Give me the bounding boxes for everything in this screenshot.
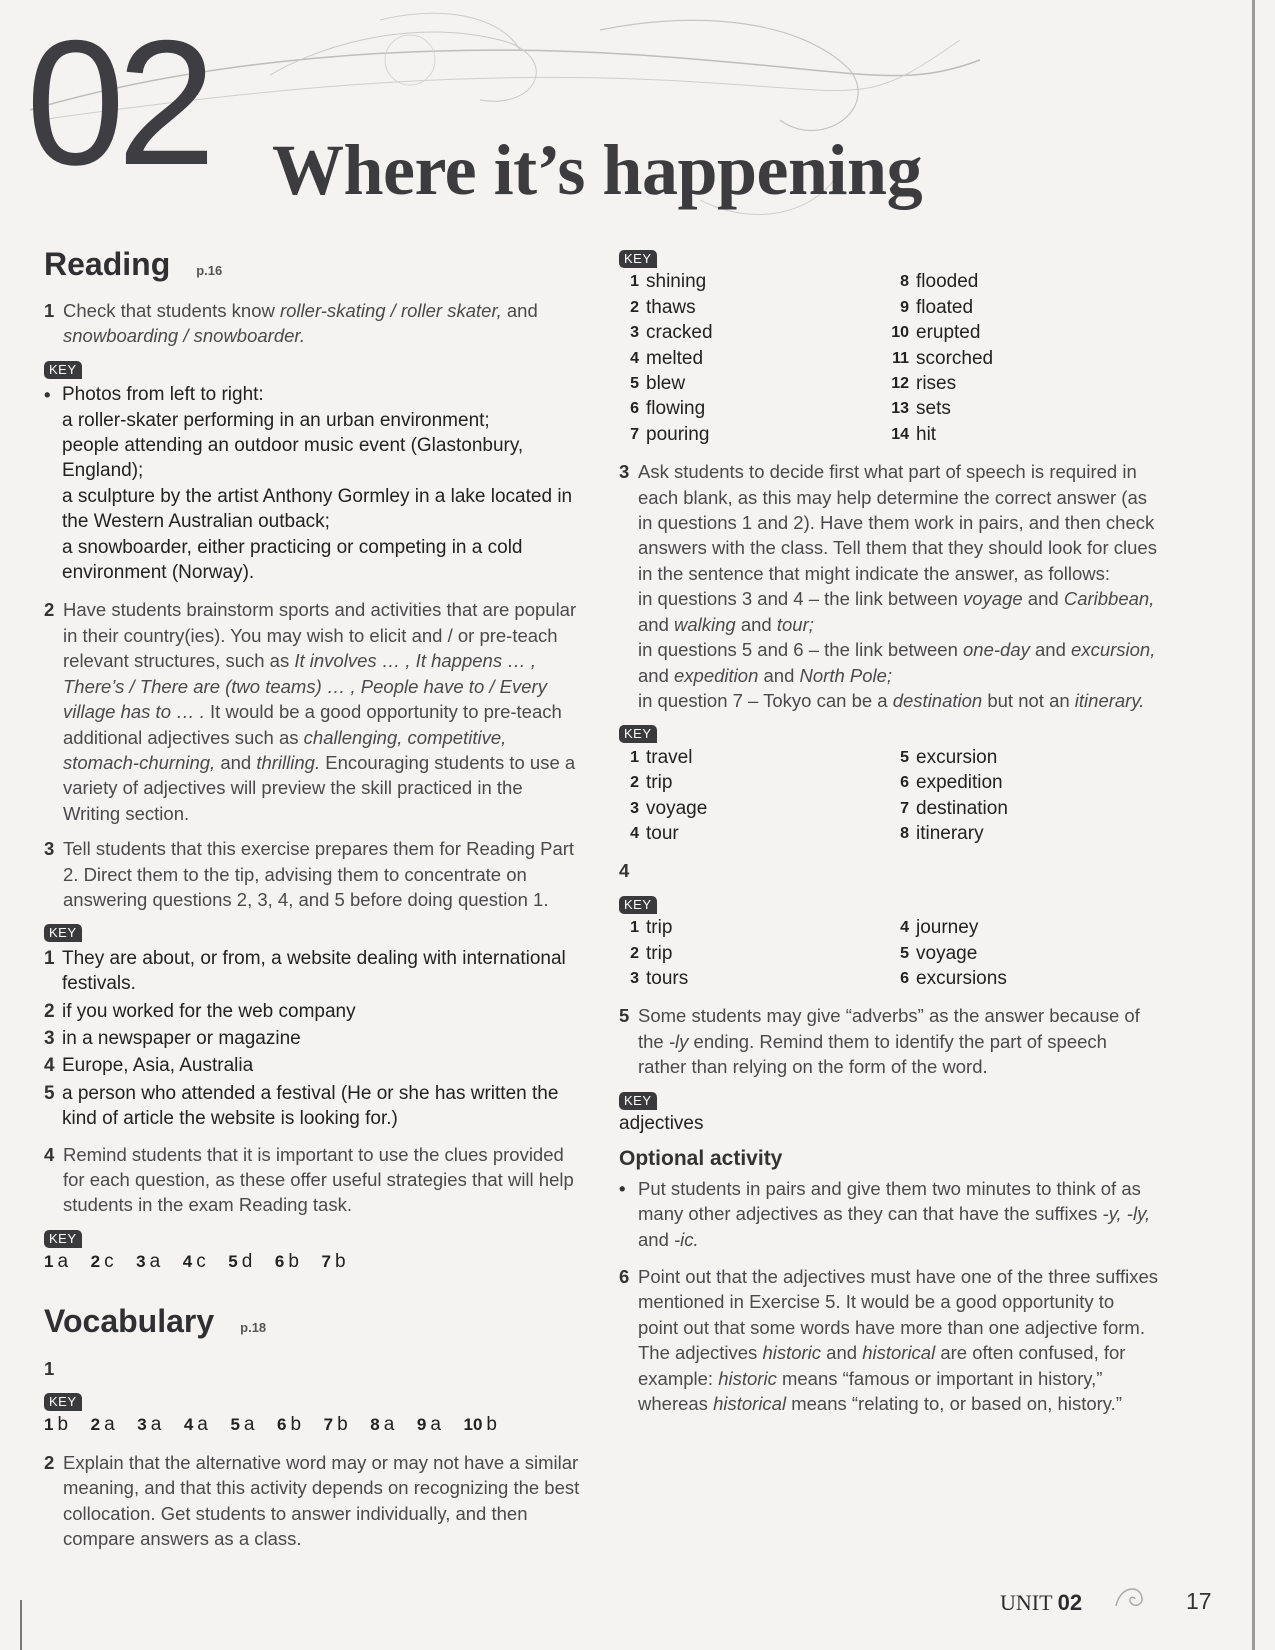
list-item: 5 a person who attended a festival (He or she has written the kind of article the website is looking for.)	[44, 1082, 559, 1130]
left-column	[44, 244, 584, 1551]
key-intro: Photos from left to right:	[62, 384, 264, 406]
list-item: 3 tours	[630, 967, 689, 989]
optional-activity-item	[619, 1176, 1159, 1252]
reading-heading-label: Reading	[44, 246, 171, 282]
exercise-text: Some students may give “adverbs” as the answer because of the -ly ending. Remind them to identify the part of speech rather than relying on the form of the word.	[638, 1005, 1140, 1078]
exercise-number: 1	[44, 1357, 55, 1379]
list-item: 1 travel	[630, 746, 693, 768]
key-two-column-answers	[619, 269, 1159, 447]
key-line: a snowboarder, either practicing or competing in a cold environment (Norway).	[62, 536, 523, 584]
list-item: 3 voyage	[630, 797, 708, 819]
exercise-text: Ask students to decide first what part of speech is required in each blank, as this may help determine the correct answer (as in questions 1 and 2). Have them work in pairs, and then check answers with the class. Tell them that they should look for clues in the sentence that might indicate the answer, as follows: in questions 3 and 4 – the link between voyage and Caribbean, and walking and tour; in questions 5 and 6 – the link between one-day and excursion, and expedition and North Pole; in question 7 – Tokyo can be a destination but not an itinerary.	[638, 461, 1157, 711]
exercise-text: Remind students that it is important to use the clues provided for each question, as these offer useful strategies that will help students in the exam Reading task.	[63, 1143, 574, 1216]
exercise-text: Point out that the adjectives must have one of the three suffixes mentioned in Exercise 5. It would be a good opportunity to point out that some words have more than one adjective form. The adjectives historic and historical are often confused, for example: historic means “famous or important in history,” whereas historical means “relating to, or based on, history.”	[638, 1266, 1159, 1415]
list-item: 7 pouring	[630, 423, 710, 445]
list-item: 6 flowing	[630, 398, 706, 420]
exercise-text: Tell students that this exercise prepares them for Reading Part 2. Direct them to the tip, advising them to concentrate on answering questions 2, 3, 4, and 5 before doing question 1.	[63, 838, 575, 910]
vocabulary-exercise-6	[619, 1264, 1159, 1416]
list-item: 3 cracked	[630, 322, 713, 344]
exercise-number: 5	[619, 1005, 630, 1027]
exercise-number: 4	[44, 1143, 55, 1165]
right-column	[619, 244, 1159, 1416]
key-line: a sculpture by the artist Anthony Gormley in a lake located in the Western Australian outback;	[62, 485, 573, 533]
page-title: Where it’s happening	[272, 130, 923, 210]
list-item: 5 blew	[630, 373, 686, 395]
unit-num: 02	[1057, 1590, 1083, 1615]
reading-exercise-4	[44, 1142, 584, 1218]
exercise-number: 3	[619, 461, 630, 483]
key-two-column-answers	[619, 745, 1159, 847]
list-item: 1 They are about, or from, a website dealing with international festivals.	[44, 947, 566, 995]
key-badge: KEY	[619, 250, 657, 268]
list-item: 2 thaws	[630, 296, 696, 318]
reading-exercise-3	[44, 836, 584, 912]
exercise-number: 2	[44, 1451, 55, 1473]
list-item: 14 hit	[891, 423, 937, 445]
vocabulary-exercise-5	[619, 1003, 1159, 1079]
key-line: a roller-skater performing in an urban environment;	[62, 409, 490, 431]
key-two-column-answers	[619, 915, 1159, 991]
exercise-number: 1	[44, 300, 55, 321]
list-item: 7 destination	[900, 797, 1008, 819]
vocabulary-heading-label: Vocabulary	[44, 1302, 215, 1339]
key-badge: KEY	[44, 1393, 82, 1411]
key-answer: adjectives	[619, 1113, 704, 1134]
list-item: 5 voyage	[900, 942, 978, 964]
list-item: 13 sets	[891, 398, 951, 420]
unit-word: UNIT	[1000, 1590, 1053, 1615]
list-item: 3 in a newspaper or magazine	[44, 1027, 301, 1049]
key-badge: KEY	[44, 1230, 82, 1248]
key-badge: KEY	[619, 1092, 657, 1110]
key-line: people attending an outdoor music event (Glastonbury, England);	[62, 435, 524, 482]
unit-number: 02	[26, 3, 208, 202]
list-item: 9 floated	[900, 296, 974, 318]
list-item: 12 rises	[891, 373, 957, 395]
page-edge-mark	[20, 1600, 22, 1650]
list-item: 4 melted	[630, 347, 704, 369]
list-item: 1 trip	[630, 917, 673, 939]
reading-page-ref: p.16	[196, 263, 223, 278]
exercise-number: 6	[619, 1266, 630, 1288]
reading-exercise-2	[44, 597, 584, 826]
key-badge: KEY	[44, 361, 82, 379]
vocabulary-page-ref: p.18	[240, 1319, 267, 1335]
vocabulary-exercise-3	[619, 459, 1159, 713]
list-item: 5 excursion	[900, 746, 998, 768]
list-item: 4 tour	[630, 822, 679, 844]
page-number: 17	[1186, 1588, 1212, 1614]
list-item: 8 flooded	[900, 271, 979, 293]
list-item: 2 trip	[630, 942, 673, 964]
exercise-text: Explain that the alternative word may or may not have a similar meaning, and that this activity depends on recognizing the best collocation. Get students to answer individually, and then compare answers as a class.	[63, 1451, 580, 1550]
swirl-icon	[1110, 1576, 1150, 1616]
exercise-text: Check that students know roller-skating / roller skater, and snowboarding / snowboarder.	[63, 300, 538, 347]
vocabulary-exercise-2	[44, 1450, 584, 1552]
list-item: 6 expedition	[900, 772, 1003, 794]
key-badge: KEY	[619, 725, 657, 743]
exercise-text: Have students brainstorm sports and activities that are popular in their country(ies). You may wish to elicit and / or pre-teach relevant structures, such as It involves … , It happens … , There’s / There are (two teams) … , People have to / Every village has to … . It would be a good opportunity to pre-teach additional adjectives such as challenging, competitive, stomach-churning, and thrilling. Encouraging students to use a variety of adjectives will preview the skill practiced in the Writing section.	[63, 599, 577, 824]
list-item: 2 trip	[630, 772, 673, 794]
reading-exercise-1	[44, 298, 584, 349]
key-badge: KEY	[44, 924, 82, 942]
key-answer-list	[44, 946, 584, 1132]
key-answer-block	[44, 382, 584, 585]
exercise-number: 4	[619, 860, 630, 882]
list-item: 4 journey	[900, 917, 979, 939]
exercise-number: 3	[44, 838, 55, 860]
exercise-number: 2	[44, 599, 55, 621]
list-item: 6 excursions	[900, 967, 1007, 989]
key-inline-answers: 1 b 2 a 3 a 4 a 5 a 6 b 7 b 8 a 9 a 10 b	[44, 1414, 497, 1436]
exercise-text: Put students in pairs and give them two minutes to think of as many other adjectives as they can that have the suffixes -y, -ly, and -ic.	[638, 1177, 1151, 1250]
key-inline-answers: 1 a 2 c 3 a 4 c 5 d 6 b 7 b	[44, 1251, 346, 1273]
reading-heading	[44, 244, 584, 291]
list-item: 11 scorched	[892, 347, 994, 369]
bullet-icon: •	[44, 384, 51, 406]
list-item: 10 erupted	[891, 322, 981, 344]
footer-unit-label	[1000, 1590, 1082, 1616]
list-item: 2 if you worked for the web company	[44, 1000, 356, 1022]
key-badge: KEY	[619, 896, 657, 914]
list-item: 1 shining	[630, 271, 707, 293]
bullet-icon: •	[619, 1177, 626, 1199]
list-item: 4 Europe, Asia, Australia	[44, 1055, 254, 1077]
list-item: 8 itinerary	[900, 822, 984, 844]
vocabulary-heading	[44, 1301, 584, 1348]
optional-activity-heading: Optional activity	[619, 1147, 783, 1171]
